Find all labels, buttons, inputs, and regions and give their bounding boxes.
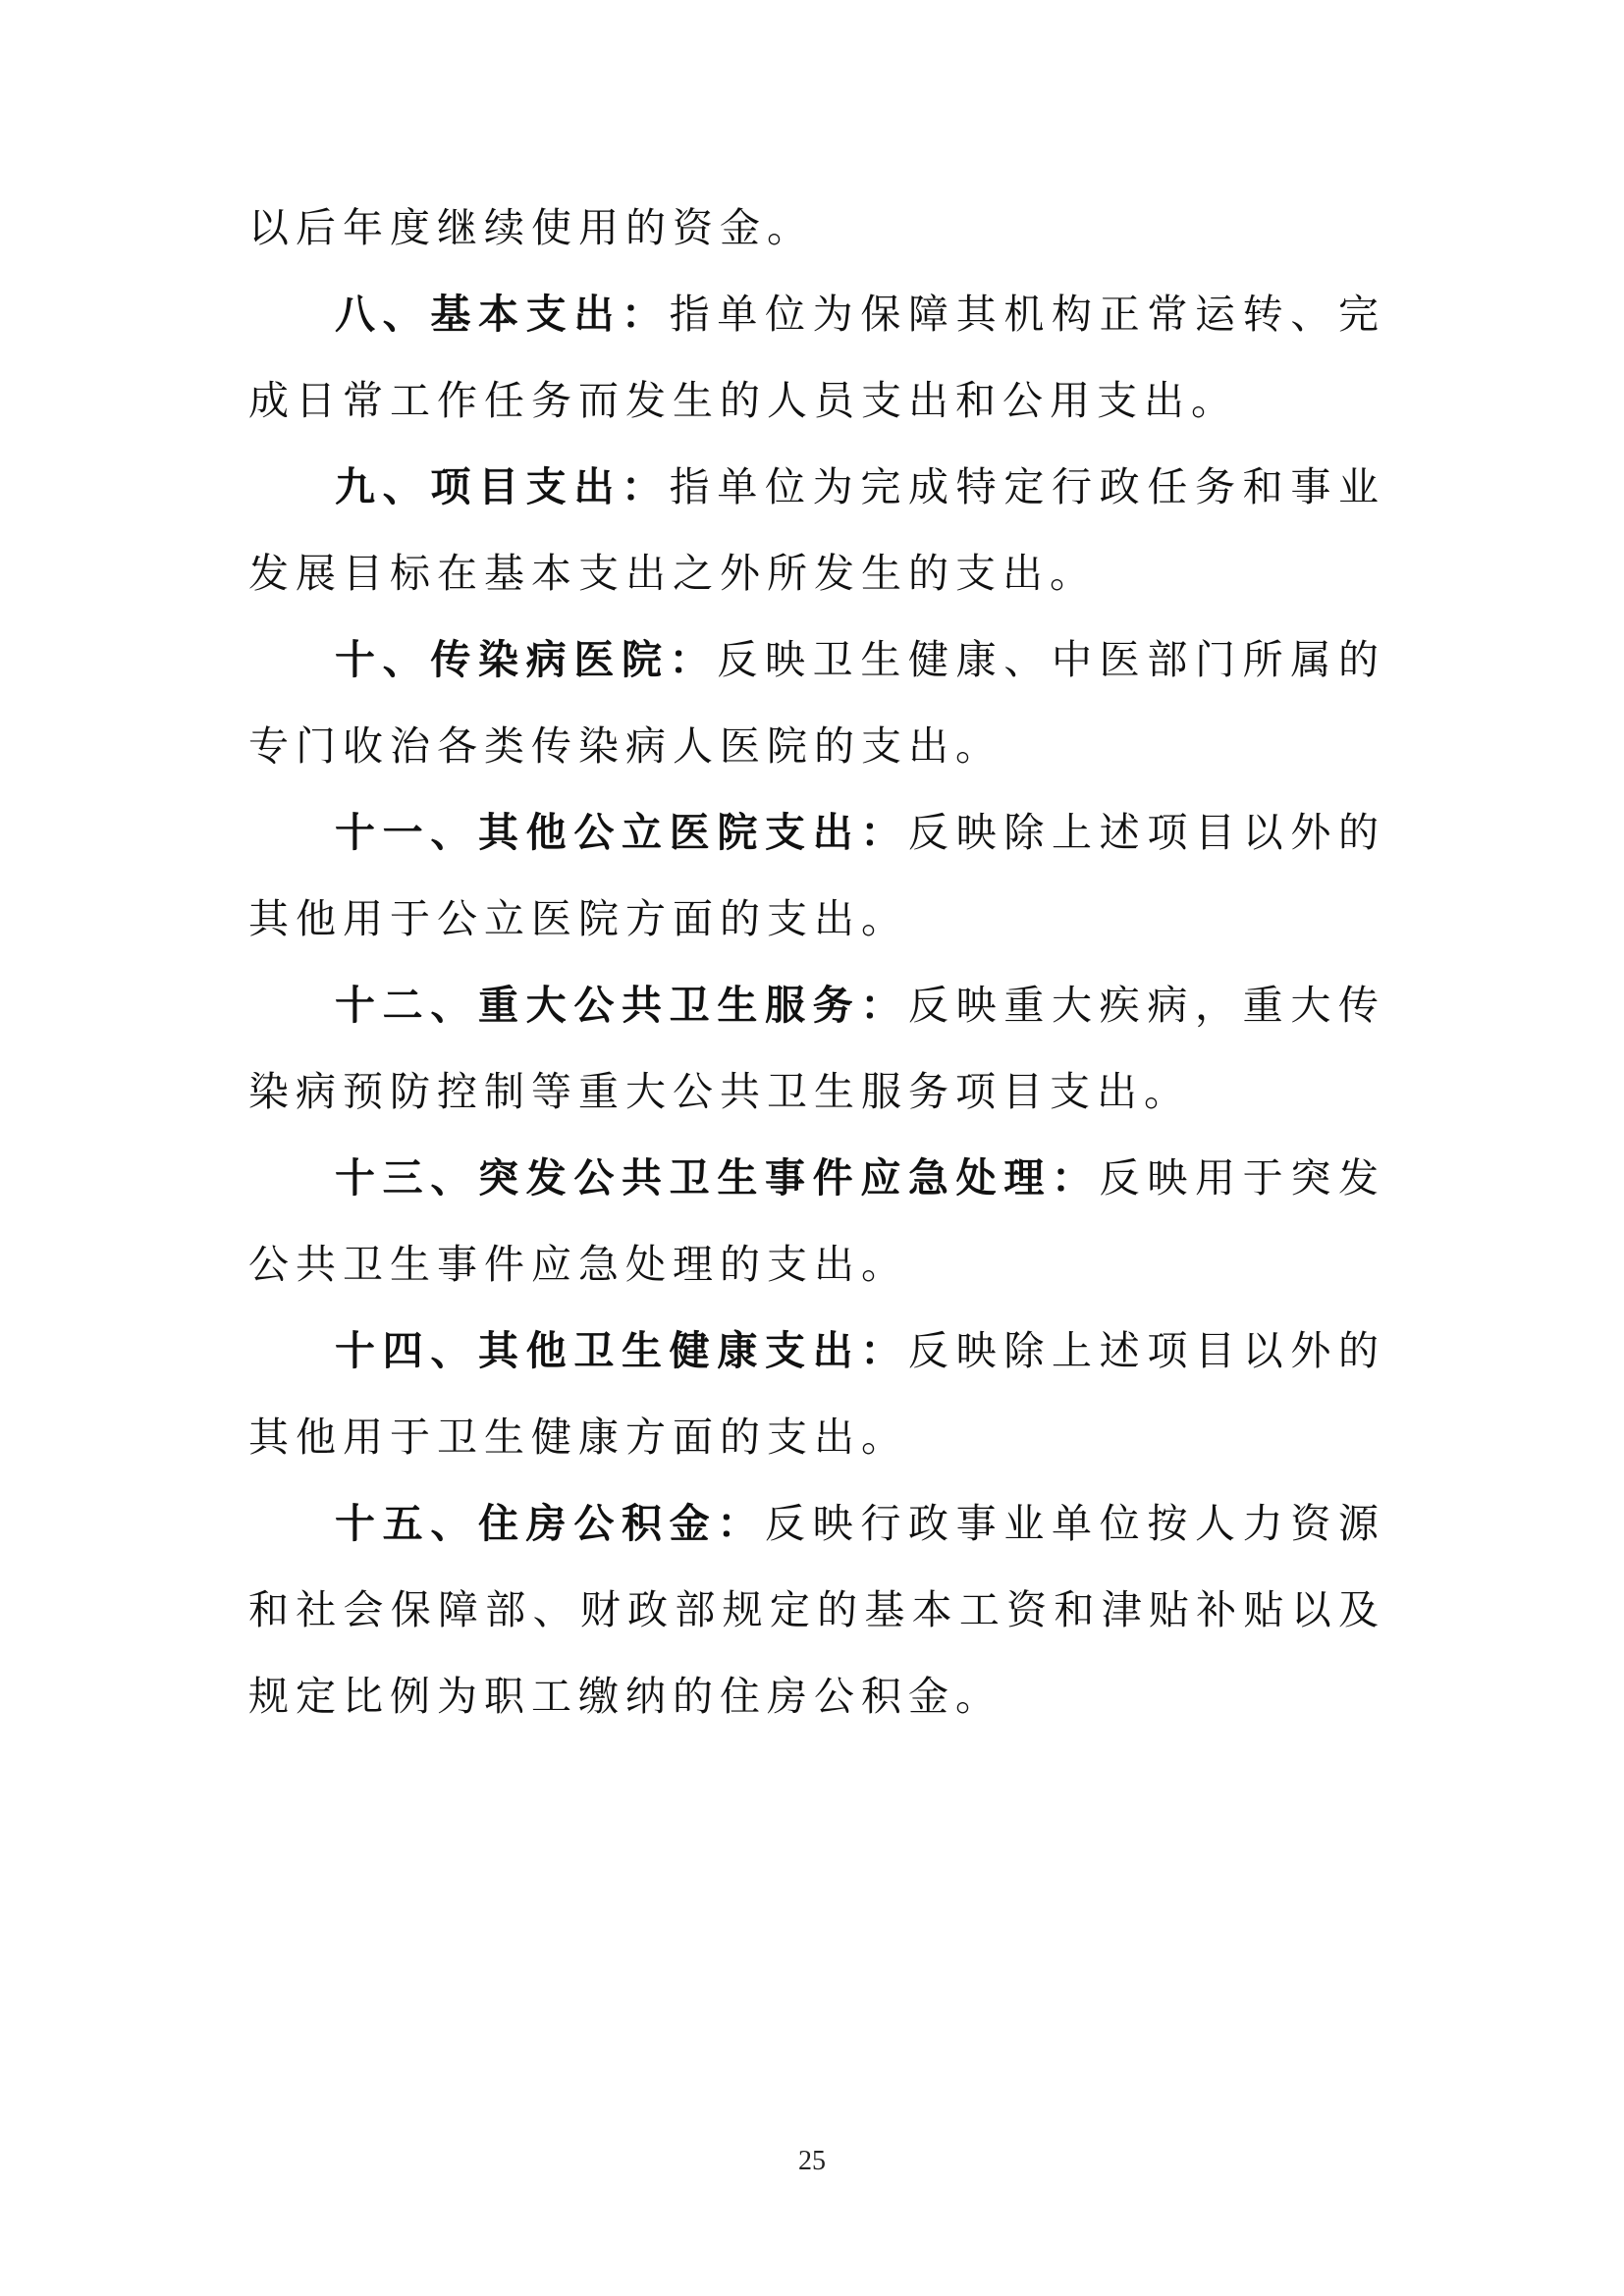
paragraph-text: 指单位为保障其机构正常运转、完成日常工作任务而发生的人员支出和公用支出。 xyxy=(248,291,1386,424)
paragraph-project-expenditure xyxy=(248,444,1385,616)
paragraph-heading: 十、传染病医院： xyxy=(335,636,718,683)
paragraph-text: 反映除上述项目以外的其他用于公立医院方面的支出。 xyxy=(248,809,1385,942)
paragraph-text: 指单位为完成特定行政任务和事业发展目标在基本支出之外所发生的支出。 xyxy=(248,463,1386,597)
document-body xyxy=(248,185,1385,1739)
paragraph-text: 反映行政事业单位按人力资源和社会保障部、财政部规定的基本工资和津贴补贴以及规定比例为职工缴纳的住房公积金。 xyxy=(248,1500,1385,1720)
paragraph-heading: 十五、住房公积金： xyxy=(335,1500,765,1547)
paragraph-heading: 十一、其他公立医院支出： xyxy=(335,809,908,856)
paragraph-housing-fund xyxy=(248,1480,1385,1739)
paragraph-continuation xyxy=(248,185,1385,271)
paragraph-text: 反映重大疾病，重大传染病预防控制等重大公共卫生服务项目支出。 xyxy=(248,982,1385,1115)
paragraph-text: 反映用于突发公共卫生事件应急处理的支出。 xyxy=(248,1154,1386,1288)
paragraph-text: 反映卫生健康、中医部门所属的专门收治各类传染病人医院的支出。 xyxy=(248,636,1386,770)
paragraph-basic-expenditure xyxy=(248,271,1385,444)
paragraph-other-health xyxy=(248,1308,1385,1480)
paragraph-heading: 八、基本支出： xyxy=(335,291,670,338)
paragraph-other-public-hospital xyxy=(248,789,1385,962)
paragraph-heading: 十四、其他卫生健康支出： xyxy=(335,1327,908,1374)
paragraph-heading: 九、项目支出： xyxy=(335,463,670,510)
paragraph-public-health-emergency xyxy=(248,1135,1385,1308)
paragraph-heading: 十三、突发公共卫生事件应急处理： xyxy=(335,1154,1100,1201)
page-number: 25 xyxy=(798,2146,826,2176)
paragraph-text: 以后年度继续使用的资金。 xyxy=(248,204,814,251)
paragraph-heading: 十二、重大公共卫生服务： xyxy=(335,982,908,1029)
paragraph-major-public-health xyxy=(248,962,1385,1135)
paragraph-infectious-hospital xyxy=(248,616,1385,789)
paragraph-text: 反映除上述项目以外的其他用于卫生健康方面的支出。 xyxy=(248,1327,1385,1461)
